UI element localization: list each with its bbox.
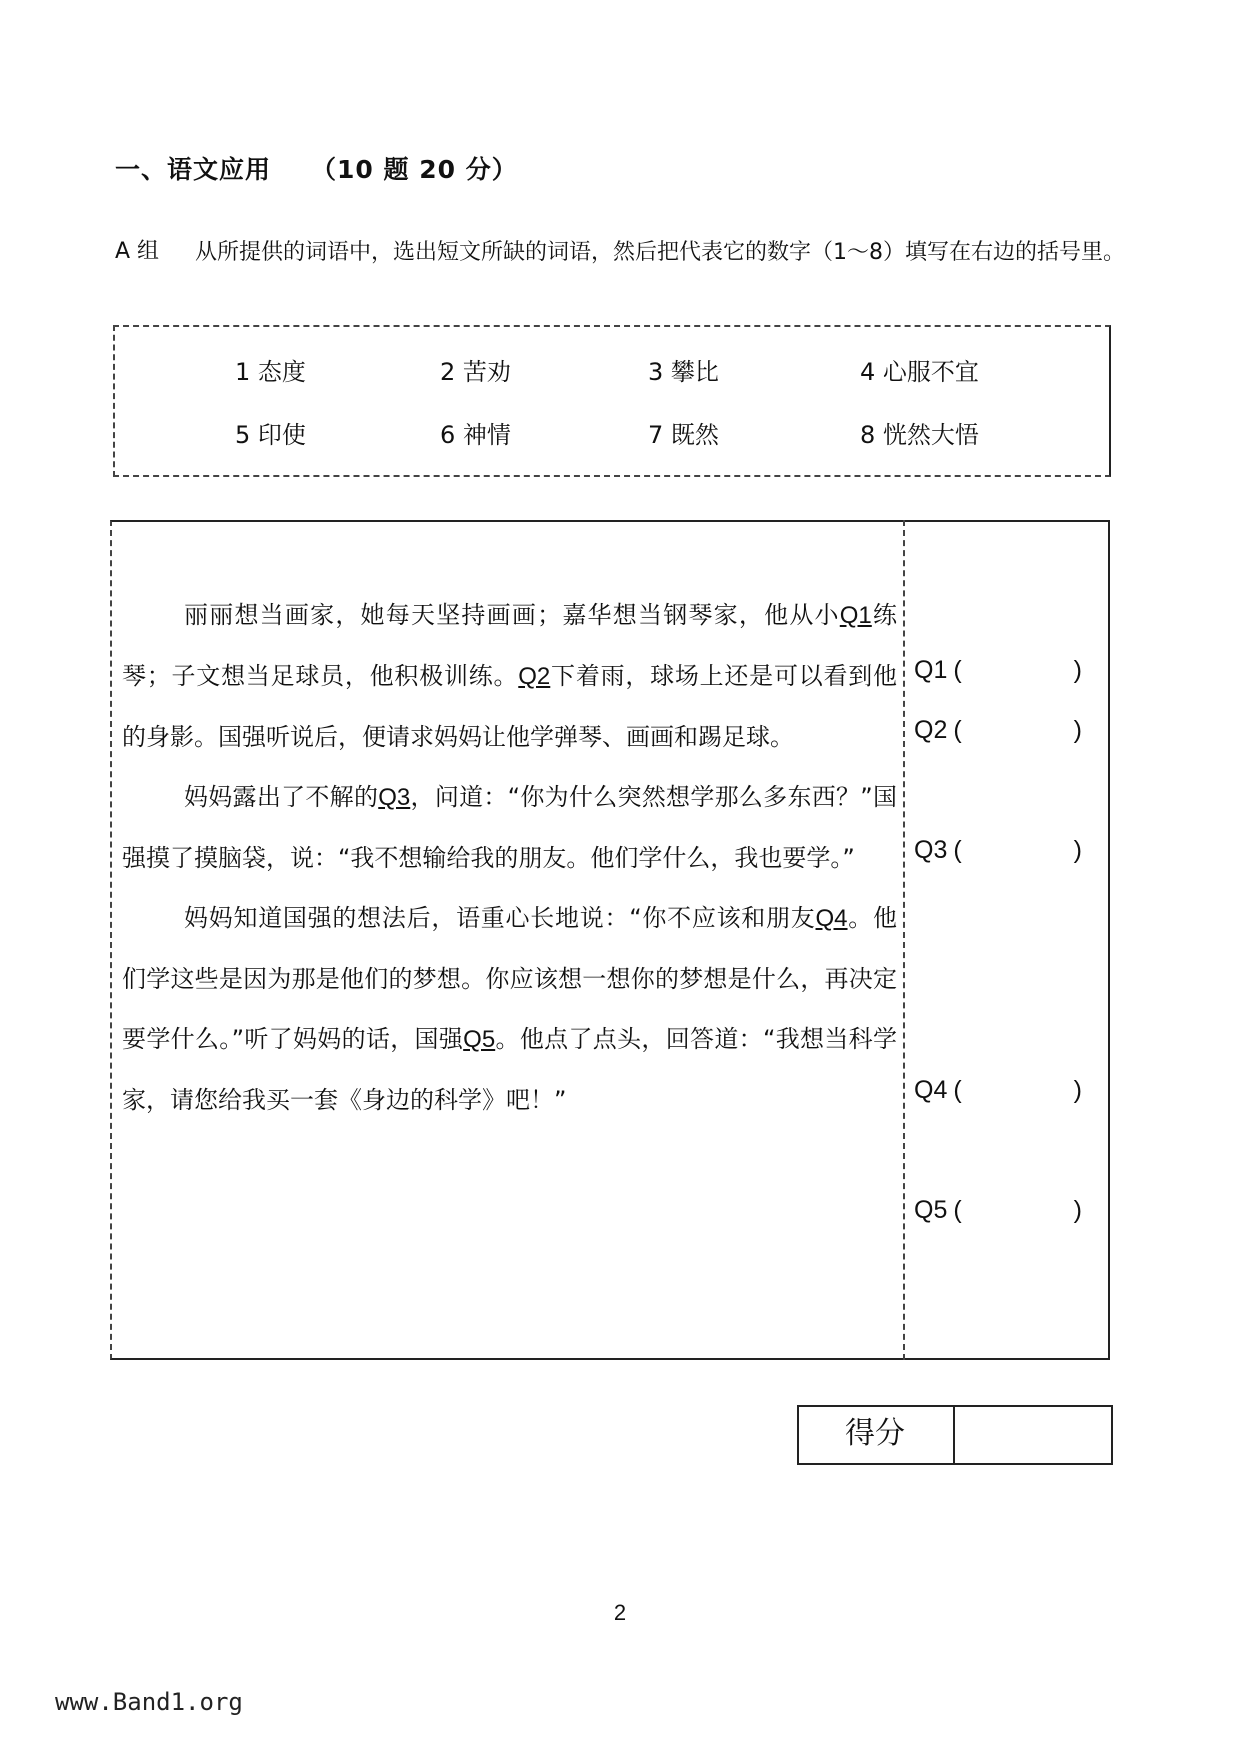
- answer-q5[interactable]: [914, 1196, 1094, 1225]
- word-option: 4 心服不宜: [860, 358, 979, 386]
- answer-q1[interactable]: [914, 656, 1094, 685]
- answer-q4[interactable]: [914, 1076, 1094, 1105]
- passage-text: [122, 585, 897, 1130]
- site-watermark: www.Band1.org: [55, 1688, 243, 1716]
- blank-q3: Q3: [378, 784, 411, 811]
- word-option: 3 攀比: [648, 358, 719, 386]
- answer-label: Q2: [914, 716, 948, 744]
- passage-text-span: 妈妈露出了不解的: [184, 783, 379, 811]
- blank-q4: Q4: [815, 905, 848, 932]
- word-option: 6 神情: [440, 421, 511, 449]
- word-option: 7 既然: [648, 421, 719, 449]
- blank-q1: Q1: [839, 602, 872, 629]
- passage-text-span: ，问道：“你为什么突然想学那么多东西？”国强摸了摸脑袋，说：“我不想输给我的朋友。他们学什么，我也要学。”: [122, 783, 898, 872]
- answer-close-paren: ): [1073, 836, 1082, 864]
- answer-label: Q3: [914, 836, 948, 864]
- answer-close-paren: ): [1073, 1076, 1082, 1104]
- passage-text-span: 。他们学这些是因为那是他们的梦想。你应该想一想你的梦想是什么，再决定要学什么。”听了妈妈的话，国强: [122, 904, 897, 1053]
- blank-q2: Q2: [518, 663, 551, 690]
- answer-q2[interactable]: [914, 716, 1094, 745]
- answer-close-paren: ): [1073, 1196, 1082, 1224]
- section-score: （10 题 20 分）: [311, 155, 518, 184]
- answer-label: Q5: [914, 1196, 948, 1224]
- word-bank-box: [113, 325, 1111, 477]
- paragraph-3: [122, 888, 897, 1130]
- page-number: 2: [613, 1600, 627, 1625]
- paragraph-2: [122, 767, 897, 888]
- word-option: 8 恍然大悟: [860, 421, 979, 449]
- passage-text-span: 丽丽想当画家，她每天坚持画画；嘉华想当钢琴家，他从小: [184, 601, 840, 629]
- answer-close-paren: ): [1073, 656, 1082, 684]
- passage-text-span: 练琴；子文想当足球员，他积极训练。: [122, 601, 898, 690]
- passage-text-span: 下着雨，球场上还是可以看到他的身影。国强听说后，便请求妈妈让他学弹琴、画画和踢足球。: [122, 662, 898, 751]
- score-label: 得分: [797, 1405, 955, 1465]
- instruction-label: A 组: [115, 239, 160, 264]
- section-title: [115, 150, 518, 186]
- answer-close-paren: ): [1073, 716, 1082, 744]
- passage-text-span: 。他点了点头，回答道：“我想当科学家，请您给我买一套《身边的科学》吧！”: [122, 1025, 897, 1114]
- answer-label: Q1: [914, 656, 948, 684]
- answer-open-paren: (: [953, 1076, 962, 1104]
- answer-open-paren: (: [953, 656, 962, 684]
- answer-open-paren: (: [953, 836, 962, 864]
- answer-column-divider: [903, 520, 905, 1360]
- paragraph-1: [122, 585, 897, 767]
- word-option: 1 态度: [235, 358, 306, 386]
- answer-label: Q4: [914, 1076, 948, 1104]
- answer-q3[interactable]: [914, 836, 1094, 865]
- word-option: 5 印使: [235, 421, 306, 449]
- answer-open-paren: (: [953, 1196, 962, 1224]
- instruction-text: 从所提供的词语中，选出短文所缺的词语，然后把代表它的数字（1～8）填写在右边的括号里。: [195, 240, 1125, 265]
- score-input-field[interactable]: [955, 1407, 1111, 1463]
- passage-text-span: 妈妈知道国强的想法后，语重心长地说：“你不应该和朋友: [184, 904, 816, 932]
- blank-q5: Q5: [463, 1026, 496, 1053]
- answer-open-paren: (: [953, 716, 962, 744]
- section-name: 一、语文应用: [115, 155, 272, 184]
- word-option: 2 苦劝: [440, 358, 511, 386]
